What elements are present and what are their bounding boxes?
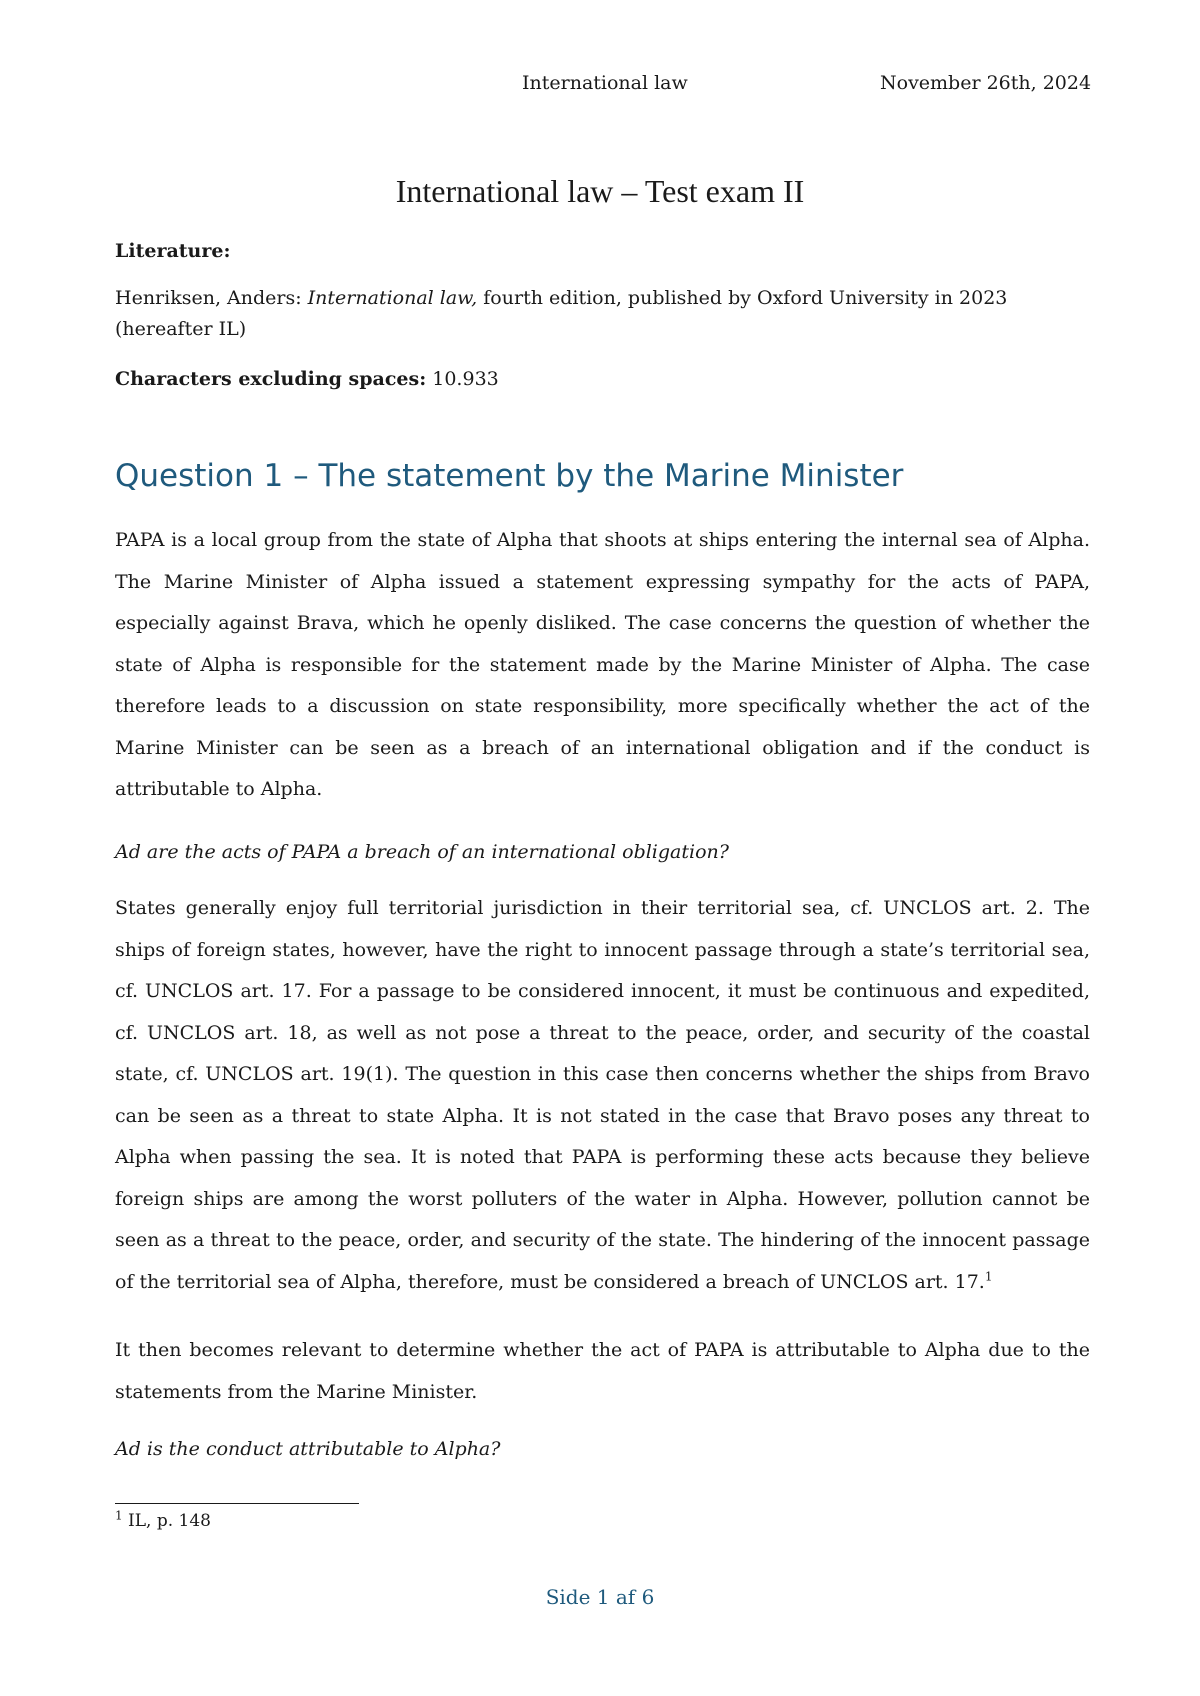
literature-book-title: International law, bbox=[307, 287, 478, 309]
header-date: November 26th, 2024 bbox=[880, 72, 1092, 94]
literature-author: Henriksen, Anders: bbox=[115, 287, 308, 309]
footnote-reference[interactable]: 1 bbox=[984, 1269, 993, 1284]
footnote-separator bbox=[115, 1503, 359, 1504]
question-1-subheading-2: Ad is the conduct attributable to Alpha? bbox=[115, 1438, 501, 1460]
question-1-paragraph-1: PAPA is a local group from the state of Alpha that shoots at ships entering the internal sea of Alpha. The Marine Minister of Alpha issued a statement expressing sympathy for the acts of PAPA, especially against Brava, which he openly disliked. The case concerns the question of whether the state of Alpha is responsible for the statement made by the Marine Minister of Alpha. The case therefore leads to a discussion on state responsibility, more specifically whether the act of the Marine Minister can be seen as a breach of an international obligation and if the conduct is attributable to Alpha. bbox=[115, 529, 1090, 800]
paragraph-2-text: States generally enjoy full territorial jurisdiction in their territorial sea, cf. UNCLOS art. 2. The ships of foreign states, however, have the right to innocent passage through a state’s territorial sea, cf. UNCLOS art. 17. For a passage to be considered innocent, it must be continuous and expedited, cf. UNCLOS art. 18, as well as not pose a threat to the peace, order, and security of the coastal state, cf. UNCLOS art. 19(1). The question in this case then concerns whether the ships from Bravo can be seen as a threat to state Alpha. It is not stated in the case that Bravo poses any threat to Alpha when passing the sea. It is noted that PAPA is performing these acts because they believe foreign ships are among the worst polluters of the water in Alpha. However, pollution cannot be seen as a threat to the peace, order, and security of the state. The hindering of the innocent passage of the territorial sea of Alpha, therefore, must be considered a breach of UNCLOS art. 17. bbox=[115, 897, 1090, 1293]
question-1-heading: Question 1 – The statement by the Marine Minister bbox=[115, 458, 904, 494]
question-1-paragraph-2 bbox=[115, 888, 1090, 1303]
character-count bbox=[115, 364, 1090, 395]
character-count-label: Characters excluding spaces: bbox=[115, 368, 427, 390]
literature-details: fourth edition, published by Oxford University in 2023 (hereafter IL) bbox=[115, 287, 1008, 340]
question-1-subheading-1: Ad are the acts of PAPA a breach of an international obligation? bbox=[115, 841, 729, 863]
footnote-number: 1 bbox=[115, 1508, 123, 1523]
document-title: International law – Test exam II bbox=[395, 173, 805, 209]
literature-reference bbox=[115, 283, 1090, 345]
page-number: Side 1 af 6 bbox=[545, 1585, 655, 1609]
question-1-paragraph-3: It then becomes relevant to determine whether the act of PAPA is attributable to Alpha due to the statements from the Marine Minister. bbox=[115, 1339, 1090, 1403]
character-count-value: 10.933 bbox=[426, 368, 499, 390]
footnote bbox=[115, 1508, 211, 1531]
literature-heading: Literature: bbox=[115, 240, 231, 262]
header-course: International law bbox=[522, 72, 688, 94]
footnote-text: IL, p. 148 bbox=[122, 1511, 211, 1531]
